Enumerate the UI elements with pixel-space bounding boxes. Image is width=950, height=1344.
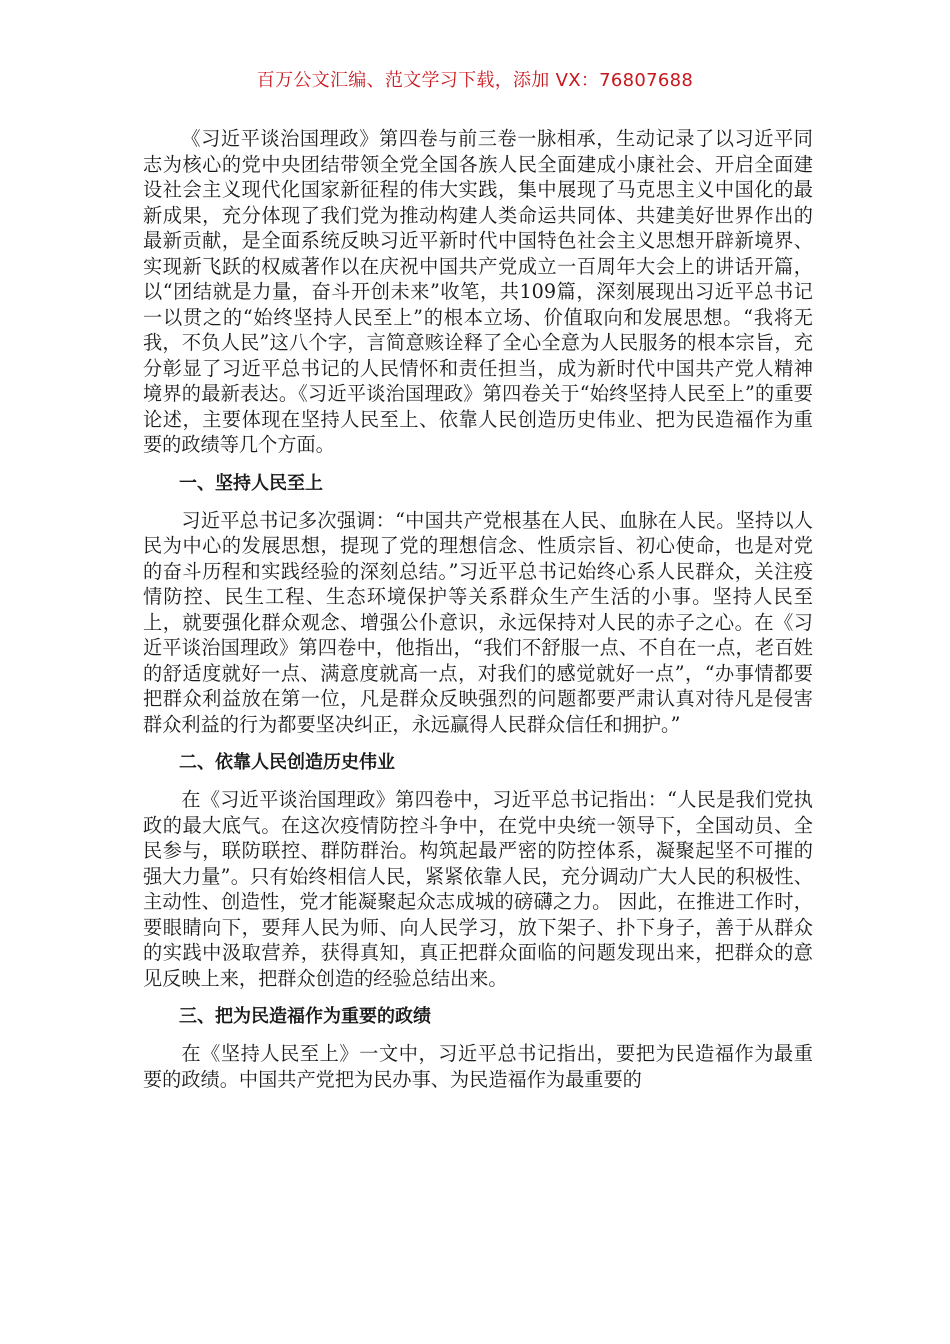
watermark-banner: 百万公文汇编、范文学习下载，添加 VX：76807688 — [256, 70, 694, 91]
section-2 — [143, 751, 813, 991]
section-paragraph: 习近平总书记多次强调：“中国共产党根基在人民、血脉在人民。坚持以人民为中心的发展思想，提现了党的理想信念、性质宗旨、初心使命，也是对党的奋斗历程和实践经验的深刻总结。”习近平总书记始终心系人民群众，关注疫情防控、民生工程、生态环境保护等关系群众生产生活的小事。坚持人民至上，就要强化群众观念、增强公仆意识，永远保持对人民的赤子之心。在《习近平谈治国理政》第四卷中，他指出，“我们不舒服一点、不自在一点，老百姓的舒适度就好一点、满意度就高一点，对我们的感觉就好一点”，“办事情都要把群众利益放在第一位，凡是群众反映强烈的问题都要严肃认真对待凡是侵害群众利益的行为都要坚决纠正，永远赢得人民群众信任和拥护。” — [143, 508, 813, 736]
section-paragraph: 在《习近平谈治国理政》第四卷中，习近平总书记指出：“人民是我们党执政的最大底气。在这次疫情防控斗争中，在党中央统一领导下，全国动员、全民参与，联防联控、群防群治。构筑起最严密的防控体系，凝聚起坚不可摧的强大力量”。只有始终相信人民，紧紧依靠人民，充分调动广大人民的积极性、主动性、创造性，党才能凝聚起众志成城的磅礴之力。 因此，在推进工作时，要眼睛向下，要拜人民为师、向人民学习，放下架子、扑下身子，善于从群众的实践中汲取营养，获得真知，真正把群众面临的问题发现出来，把群众的意见反映上来，把群众创造的经验总结出来。 — [143, 788, 813, 990]
intro-paragraph: 《习近平谈治国理政》第四卷与前三卷一脉相承，生动记录了以习近平同志为核心的党中央团结带领全党全国各族人民全面建成小康社会、开启全面建设社会主义现代化国家新征程的伟大实践，集中展现了马克思主义中国化的最新成果，充分体现了我们党为推动构建人类命运共同体、共建美好世界作出的最新贡献，是全面系统反映习近平新时代中国特色社会主义思想开辟新境界、实现新飞跃的权威著作以在庆祝中国共产党成立一百周年大会上的讲话开篇，以“团结就是力量，奋斗开创未来”收笔，共109篇，深刻展现出习近平总书记一以贯之的“始终坚持人民至上”的根本立场、价值取向和发展思想。“我将无我，不负人民”这八个字，言简意赅诠释了全心全意为人民服务的根本宗旨，充分彰显了习近平总书记的人民情怀和责任担当，成为新时代中国共产党人精神境界的最新表达。《习近平谈治国理政》第四卷关于“始终坚持人民至上”的重要论述，主要体现在坚持人民至上、依靠人民创造历史伟业、把为民造福作为重要的政绩等几个方面。 — [143, 127, 813, 456]
section-heading: 一、坚持人民至上 — [179, 472, 323, 494]
section-heading: 三、把为民造福作为重要的政绩 — [179, 1006, 431, 1027]
section-1 — [143, 472, 813, 738]
section-3 — [143, 1005, 813, 1092]
section-heading: 二、依靠人民创造历史伟业 — [179, 752, 395, 773]
section-paragraph: 在《坚持人民至上》一文中，习近平总书记指出，要把为民造福作为最重要的政绩。中国共产党把为民办事、为民造福作为最重要的 — [143, 1042, 813, 1091]
article-body — [143, 126, 813, 1092]
